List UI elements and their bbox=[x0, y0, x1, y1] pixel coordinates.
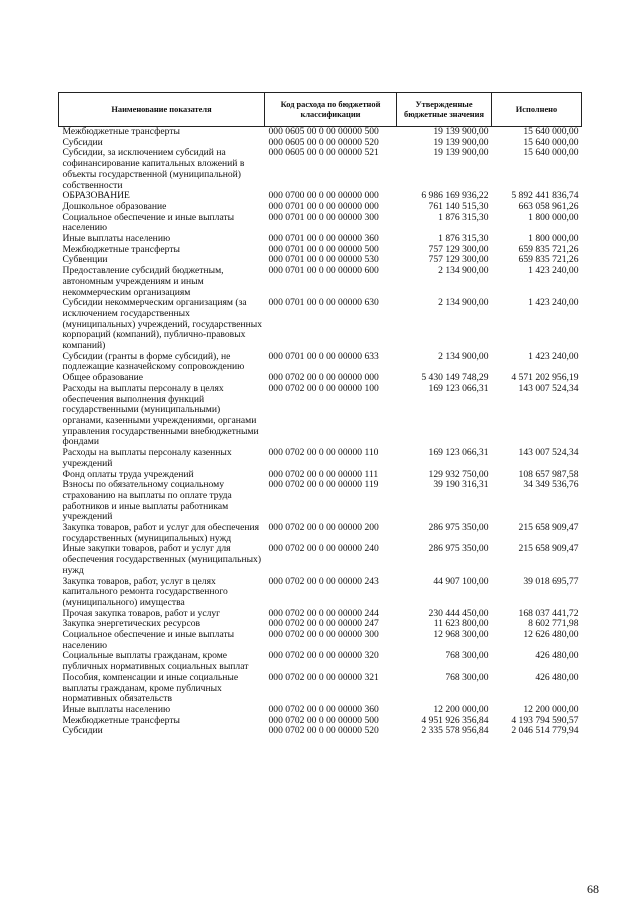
table-row bbox=[59, 651, 582, 672]
row-name-cell: Прочая закупка товаров, работ и услуг bbox=[62, 607, 221, 619]
row-executed-cell: 143 007 524,34 bbox=[518, 382, 579, 394]
row-code-cell: 000 0702 00 0 00 00000 100 bbox=[268, 382, 379, 394]
row-code-cell: 000 0701 00 0 00 00000 530 bbox=[268, 254, 379, 266]
row-approved-cell: 2 335 578 956,84 bbox=[421, 725, 489, 737]
row-approved-cell: 2 134 900,00 bbox=[438, 297, 489, 309]
row-code-cell: 000 0702 00 0 00 00000 500 bbox=[268, 714, 379, 726]
row-approved-cell: 11 623 800,00 bbox=[433, 618, 489, 630]
row-executed-cell: 15 640 000,00 bbox=[523, 136, 579, 148]
row-name-cell: ОБРАЗОВАНИЕ bbox=[62, 190, 130, 202]
row-name-cell: Субсидии (гранты в форме субсидий), не подлежащие казначейскому сопровождению bbox=[62, 350, 245, 373]
table-row bbox=[59, 480, 582, 523]
row-approved-cell: 286 975 350,00 bbox=[428, 543, 489, 555]
row-executed-cell: 4 571 202 956,19 bbox=[511, 372, 579, 384]
table-row bbox=[59, 266, 582, 298]
row-name-cell: Закупка товаров, работ и услуг для обеспечения государственных (муниципальных) нужд bbox=[62, 522, 260, 544]
row-approved-cell: 12 968 300,00 bbox=[433, 629, 489, 641]
row-name-cell: Субсидии bbox=[62, 725, 103, 737]
row-executed-cell: 15 640 000,00 bbox=[523, 126, 579, 137]
row-executed-cell: 2 046 514 779,94 bbox=[511, 725, 579, 737]
row-code-cell: 000 0702 00 0 00 00000 520 bbox=[268, 725, 379, 737]
row-code-cell: 000 0605 00 0 00 00000 520 bbox=[268, 136, 379, 148]
row-approved-cell: 1 876 315,30 bbox=[438, 211, 489, 223]
row-code-cell: 000 0702 00 0 00 00000 244 bbox=[268, 607, 379, 619]
row-executed-cell: 1 423 240,00 bbox=[528, 265, 579, 277]
row-executed-cell: 1 423 240,00 bbox=[528, 297, 579, 309]
row-executed-cell: 1 800 000,00 bbox=[528, 233, 579, 245]
row-code-cell: 000 0702 00 0 00 00000 111 bbox=[268, 468, 379, 480]
row-executed-cell: 5 892 441 836,74 bbox=[511, 190, 579, 202]
row-name-cell: Расходы на выплаты персоналу в целях обеспечения выполнения функций государственными (муниципальными) органами, казенными учреждениями, органами управления государственными внебюджетными фондами bbox=[62, 382, 259, 448]
table-row bbox=[59, 544, 582, 576]
table-row bbox=[59, 630, 582, 651]
row-code-cell: 000 0701 00 0 00 00000 300 bbox=[268, 211, 379, 223]
row-code-cell: 000 0702 00 0 00 00000 243 bbox=[268, 575, 379, 587]
row-executed-cell: 168 037 441,72 bbox=[518, 607, 579, 619]
row-approved-cell: 768 300,00 bbox=[445, 671, 489, 683]
row-executed-cell: 15 640 000,00 bbox=[523, 147, 579, 159]
header-executed: Исполнено bbox=[492, 93, 582, 127]
row-approved-cell: 12 200 000,00 bbox=[433, 703, 489, 715]
row-name-cell: Социальное обеспечение и иные выплаты населению bbox=[62, 629, 235, 651]
table-row bbox=[59, 384, 582, 448]
row-name-cell: Иные выплаты населению bbox=[62, 703, 171, 715]
table-row bbox=[59, 352, 582, 373]
table-row bbox=[59, 673, 582, 705]
row-approved-cell: 19 139 900,00 bbox=[433, 136, 489, 148]
table-row bbox=[59, 523, 582, 544]
row-approved-cell: 6 986 169 936,22 bbox=[421, 190, 489, 202]
row-approved-cell: 169 123 066,31 bbox=[428, 447, 489, 459]
row-code-cell: 000 0702 00 0 00 00000 119 bbox=[268, 479, 379, 491]
header-approved: Утвержденные бюджетные значения bbox=[397, 93, 492, 127]
page-number: 68 bbox=[587, 882, 599, 896]
row-name-cell: Иные выплаты населению bbox=[62, 233, 171, 245]
row-code-cell: 000 0702 00 0 00 00000 110 bbox=[268, 447, 379, 459]
row-code-cell: 000 0702 00 0 00 00000 321 bbox=[268, 671, 379, 683]
row-name-cell: Дошкольное образование bbox=[62, 200, 167, 212]
row-code-cell: 000 0701 00 0 00 00000 633 bbox=[268, 350, 379, 362]
row-name-cell: Субсидии некоммерческим организациям (за исключением государственных (муниципальных) учреждений, государственных корпораций (компаний), публично-правовых компаний) bbox=[62, 297, 263, 352]
row-approved-cell: 44 907 100,00 bbox=[433, 575, 489, 587]
row-approved-cell: 761 140 515,30 bbox=[428, 200, 489, 212]
row-name-cell: Субсидии bbox=[62, 136, 103, 148]
row-executed-cell: 659 835 721,26 bbox=[518, 243, 579, 255]
row-executed-cell: 143 007 524,34 bbox=[518, 447, 579, 459]
row-approved-cell: 169 123 066,31 bbox=[428, 382, 489, 394]
row-code-cell: 000 0701 00 0 00 00000 360 bbox=[268, 233, 379, 245]
row-approved-cell: 5 430 149 748,29 bbox=[421, 372, 489, 384]
row-approved-cell: 4 951 926 356,84 bbox=[421, 714, 489, 726]
table-header bbox=[59, 93, 582, 127]
row-executed-cell: 1 423 240,00 bbox=[528, 350, 579, 362]
row-name-cell: Взносы по обязательному социальному страхованию на выплаты по оплате труда работников и иные выплаты работникам учреждений bbox=[62, 479, 232, 523]
row-approved-cell: 19 139 900,00 bbox=[433, 126, 489, 137]
row-executed-cell: 663 058 961,26 bbox=[518, 200, 579, 212]
row-code-cell: 000 0701 00 0 00 00000 630 bbox=[268, 297, 379, 309]
row-approved-cell: 2 134 900,00 bbox=[438, 265, 489, 277]
row-approved-cell: 2 134 900,00 bbox=[438, 350, 489, 362]
row-code-cell: 000 0605 00 0 00 00000 500 bbox=[268, 126, 379, 137]
row-name-cell: Закупка энергетических ресурсов bbox=[62, 618, 201, 630]
row-name-cell: Фонд оплаты труда учреждений bbox=[62, 468, 194, 480]
budget-execution-table bbox=[58, 92, 582, 737]
row-approved-cell: 129 932 750,00 bbox=[428, 468, 489, 480]
row-name-cell: Предоставление субсидий бюджетным, автономным учреждениям и иным некоммерческим организациям bbox=[62, 265, 224, 298]
row-name-cell: Социальные выплаты гражданам, кроме публичных нормативных социальных выплат bbox=[62, 650, 249, 673]
row-name-cell: Субвенции bbox=[62, 254, 108, 266]
row-code-cell: 000 0701 00 0 00 00000 000 bbox=[268, 200, 379, 212]
table-body bbox=[59, 127, 582, 738]
row-executed-cell: 34 349 536,76 bbox=[523, 479, 579, 491]
row-name-cell: Межбюджетные трансферты bbox=[62, 126, 180, 137]
row-approved-cell: 39 190 316,31 bbox=[433, 479, 489, 491]
row-approved-cell: 286 975 350,00 bbox=[428, 522, 489, 534]
row-approved-cell: 768 300,00 bbox=[445, 650, 489, 662]
row-executed-cell: 215 658 909,47 bbox=[518, 543, 579, 555]
row-approved-cell: 757 129 300,00 bbox=[428, 254, 489, 266]
row-code-cell: 000 0701 00 0 00 00000 600 bbox=[268, 265, 379, 277]
row-code-cell: 000 0702 00 0 00 00000 247 bbox=[268, 618, 379, 630]
row-executed-cell: 4 193 794 590,57 bbox=[511, 714, 579, 726]
row-executed-cell: 39 018 695,77 bbox=[523, 575, 579, 587]
row-approved-cell: 1 876 315,30 bbox=[438, 233, 489, 245]
row-name-cell: Расходы на выплаты персоналу казенных учреждений bbox=[62, 447, 232, 469]
row-code-cell: 000 0702 00 0 00 00000 300 bbox=[268, 629, 379, 641]
row-name-cell: Иные закупки товаров, работ и услуг для обеспечения государственных (муниципальных) нужд bbox=[62, 543, 262, 576]
row-executed-cell: 659 835 721,26 bbox=[518, 254, 579, 266]
row-executed-cell: 426 480,00 bbox=[535, 671, 579, 683]
table-row bbox=[59, 726, 582, 737]
row-code-cell: 000 0605 00 0 00 00000 521 bbox=[268, 147, 379, 159]
row-code-cell: 000 0702 00 0 00 00000 240 bbox=[268, 543, 379, 555]
row-code-cell: 000 0702 00 0 00 00000 320 bbox=[268, 650, 379, 662]
row-name-cell: Межбюджетные трансферты bbox=[62, 714, 180, 726]
row-name-cell: Общее образование bbox=[62, 372, 144, 384]
row-executed-cell: 12 626 480,00 bbox=[523, 629, 579, 641]
table-row bbox=[59, 213, 582, 234]
row-executed-cell: 1 800 000,00 bbox=[528, 211, 579, 223]
row-code-cell: 000 0701 00 0 00 00000 500 bbox=[268, 243, 379, 255]
row-approved-cell: 757 129 300,00 bbox=[428, 243, 489, 255]
table-row bbox=[59, 298, 582, 352]
table-row bbox=[59, 577, 582, 609]
row-executed-cell: 108 657 987,58 bbox=[518, 468, 579, 480]
row-executed-cell: 12 200 000,00 bbox=[523, 703, 579, 715]
row-code-cell: 000 0702 00 0 00 00000 360 bbox=[268, 703, 379, 715]
row-executed-cell: 8 602 771,98 bbox=[528, 618, 579, 630]
row-name-cell: Субсидии, за исключением субсидий на софинансирование капитальных вложений в объекты государственной (муниципальной) собственности bbox=[62, 147, 245, 191]
table-row bbox=[59, 448, 582, 469]
row-code-cell: 000 0702 00 0 00 00000 000 bbox=[268, 372, 379, 384]
row-executed-cell: 215 658 909,47 bbox=[518, 522, 579, 534]
table-row bbox=[59, 148, 582, 191]
row-name-cell: Социальное обеспечение и иные выплаты населению bbox=[62, 211, 235, 234]
header-code: Код расхода по бюджетной классификации bbox=[265, 93, 397, 127]
row-name-cell: Пособия, компенсации и иные социальные выплаты гражданам, кроме публичных нормативных обязательств bbox=[62, 671, 239, 705]
row-code-cell: 000 0700 00 0 00 00000 000 bbox=[268, 190, 379, 202]
row-name-cell: Межбюджетные трансферты bbox=[62, 243, 180, 255]
row-code-cell: 000 0702 00 0 00 00000 200 bbox=[268, 522, 379, 534]
row-approved-cell: 19 139 900,00 bbox=[433, 147, 489, 159]
header-name: Наименование показателя bbox=[59, 93, 265, 127]
row-name-cell: Закупка товаров, работ, услуг в целях капитального ремонта государственного (муниципального) имущества bbox=[62, 575, 228, 608]
row-executed-cell: 426 480,00 bbox=[535, 650, 579, 662]
row-approved-cell: 230 444 450,00 bbox=[428, 607, 489, 619]
